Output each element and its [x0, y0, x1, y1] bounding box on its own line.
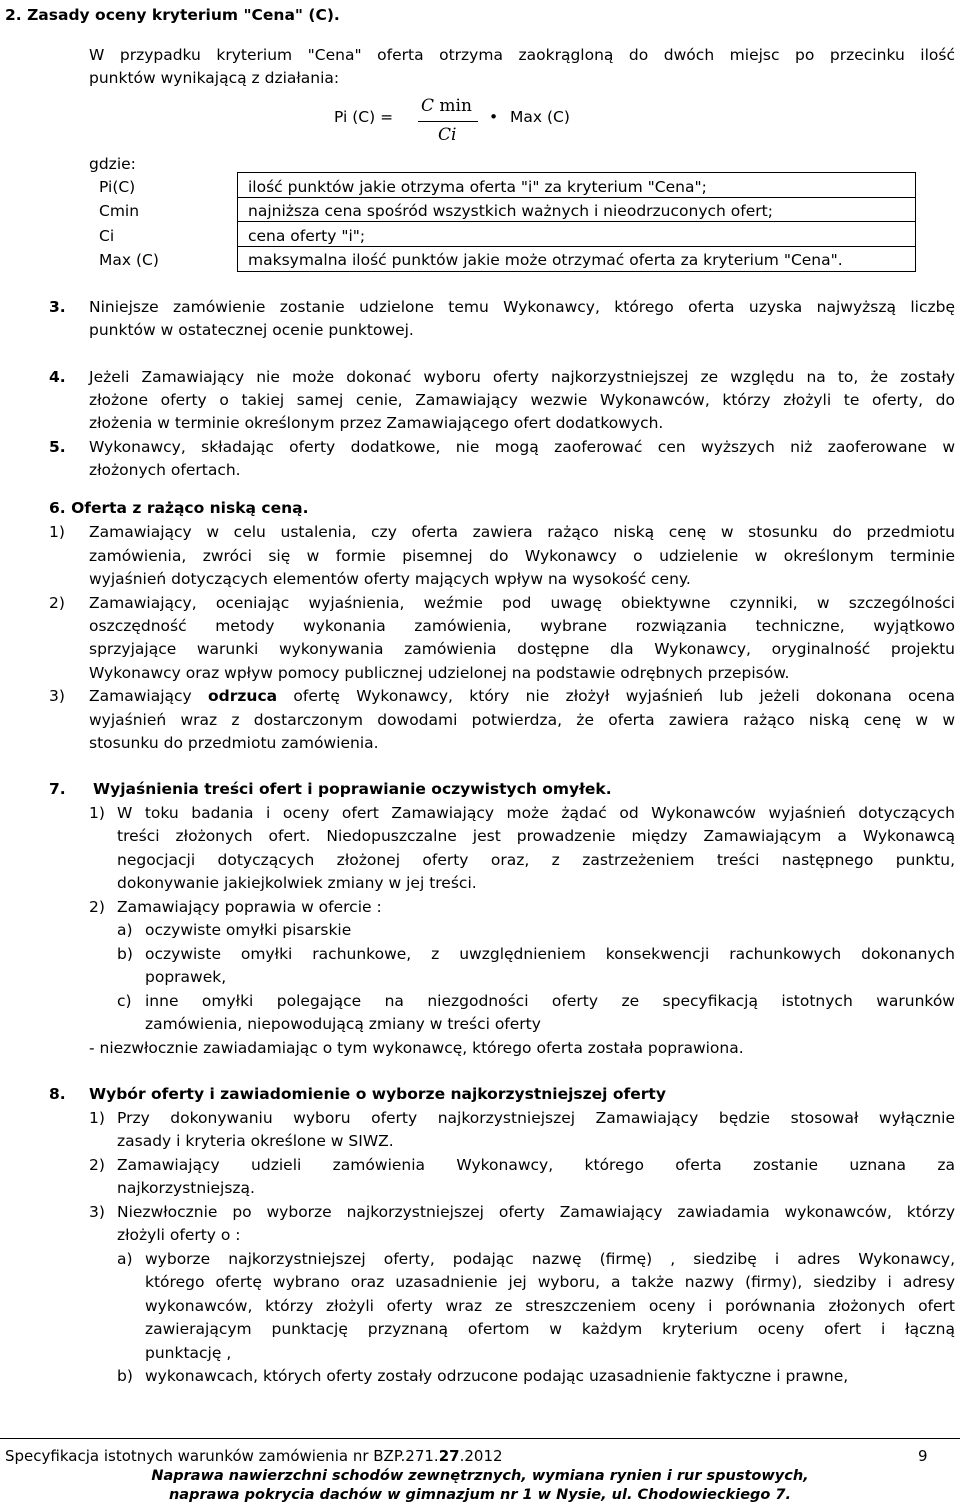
p4-line-2: złożone oferty o takiej samej cenie, Zamawiający wezwie Wykonawców, którzy złożyli te oferty, do: [89, 391, 955, 409]
p5-number: 5.: [49, 438, 66, 456]
p6-item-1-line-1: Zamawiający w celu ustalenia, czy oferta zawiera rażąco niską cenę w stosunku do przedmiotu: [89, 523, 955, 541]
def-term-cmin: Cmin: [99, 202, 140, 220]
p7-sub-c-number: c): [117, 992, 132, 1010]
p6-item-3-bold: odrzuca: [208, 687, 278, 705]
footer-spec: [5, 1449, 503, 1464]
p3-line-2: punktów w ostatecznej ocenie punktowej.: [89, 321, 414, 339]
def-term-max: Max (C): [99, 251, 159, 269]
p7-item-2-line-1: Zamawiający poprawia w ofercie :: [117, 898, 382, 916]
def-desc-ci: cena oferty "i";: [248, 227, 366, 245]
p7-sub-a-line-1: oczywiste omyłki pisarskie: [145, 921, 352, 939]
p8-item-2-number: 2): [89, 1156, 105, 1174]
footer-rule: [0, 1438, 960, 1439]
p8-item-3-line-1: Niezwłocznie po wyborze najkorzystniejszej oferty Zamawiający zawiadamia wykonawców, którzy: [117, 1203, 955, 1221]
p7-item-1-line-3: negocjacji dotyczących złożonej oferty oraz, z zastrzeżeniem treści następnego punktu,: [117, 851, 955, 869]
p6-item-3-text-b: ofertę Wykonawcy, który nie złożył wyjaśnień lub jeżeli dokonana ocena: [277, 687, 955, 705]
where-label: gdzie:: [89, 155, 136, 173]
p7-item-1-line-4: dokonywanie jakiejkolwiek zmiany w jej treści.: [117, 874, 477, 892]
p6-item-3-number: 3): [49, 687, 65, 705]
footer-project-line-2: naprawa pokrycia dachów w gimnazjum nr 1 w Nysie, ul. Chodowieckiego 7.: [168, 1487, 792, 1503]
p7-number: 7.: [49, 780, 66, 798]
footer-spec-number: 27: [438, 1447, 460, 1465]
p7-heading: Wyjaśnienia treści ofert i poprawianie oczywistych omyłek.: [93, 780, 612, 798]
p4-line-3: złożenia w terminie określonym przez Zamawiającego ofert dodatkowych.: [89, 414, 664, 432]
p8-sub-a-line-5: punktację ,: [145, 1344, 232, 1362]
p7-sub-b-number: b): [117, 945, 133, 963]
p7-sub-c-line-1: inne omyłki polegające na niezgodności oferty ze specyfikacją istotnych warunków: [145, 992, 955, 1010]
footer-spec-text: Specyfikacja istotnych warunków zamówienia nr BZP.271.: [5, 1447, 439, 1465]
formula-numerator-symbol: C: [421, 96, 435, 116]
p3-line-1: Niniejsze zamówienie zostanie udzielone temu Wykonawcy, którego oferta uzyska najwyższą liczbę: [89, 298, 955, 316]
p6-item-3-line-2: wyjaśnień wraz z dostarczonym dowodami potwierdza, że oferta zawiera rażąco niską cenę w w: [89, 711, 955, 729]
p7-sub-a-number: a): [117, 921, 133, 939]
p8-sub-a-line-2: którego ofertę wybrano oraz uzasadnienie jej wyboru, a także nazwy (firmy), siedziby i adresy: [145, 1273, 955, 1291]
p8-item-1-line-1: Przy dokonywaniu wyboru oferty najkorzystniejszej Zamawiający będzie stosował wyłącznie: [117, 1109, 955, 1127]
p6-item-2-number: 2): [49, 594, 65, 612]
table-divider: [238, 221, 915, 222]
formula-lhs: Pi (C) =: [334, 108, 394, 126]
p8-sub-a-number: a): [117, 1250, 133, 1268]
section-2-intro-line-2: punktów wynikającą z działania:: [89, 69, 340, 87]
p6-item-3-line-1: [89, 689, 955, 705]
def-desc-pic: ilość punktów jakie otrzyma oferta "i" za kryterium "Cena";: [248, 178, 707, 196]
section-2-intro-line-1: W przypadku kryterium "Cena" oferta otrzyma zaokrągloną do dwóch miejsc po przecinku ilość: [89, 46, 955, 64]
p7-item-2-number: 2): [89, 898, 105, 916]
p7-item-1-number: 1): [89, 804, 105, 822]
p7-closing: - niezwłocznie zawiadamiając o tym wykonawcę, którego oferta została poprawiona.: [89, 1039, 744, 1057]
p8-number: 8.: [49, 1085, 66, 1103]
p7-sub-b-line-1: oczywiste omyłki rachunkowe, z uwzględnieniem konsekwencji rachunkowych dokonanych: [145, 945, 955, 963]
def-desc-max: maksymalna ilość punktów jakie może otrzymać oferta za kryterium "Cena".: [248, 251, 843, 269]
def-term-pic: Pi(C): [99, 178, 136, 196]
p8-sub-b-line-1: wykonawcach, których oferty zostały odrzucone podając uzasadnienie faktyczne i prawne,: [145, 1367, 849, 1385]
p6-item-1-number: 1): [49, 523, 65, 541]
page-number: 9: [918, 1447, 928, 1465]
p6-item-3-line-3: stosunku do przedmiotu zamówienia.: [89, 734, 379, 752]
p7-sub-b-line-2: poprawek,: [145, 968, 227, 986]
formula-numerator-text: min: [434, 96, 472, 116]
p8-sub-a-line-4: zawierającym punktację przyznaną ofertom w każdym kryterium oceny ofert i łączną: [145, 1320, 955, 1338]
formula-rhs: Max (C): [510, 108, 570, 126]
p5-line-1: Wykonawcy, składając oferty dodatkowe, nie mogą zaoferować cen wyższych niż zaoferowane w: [89, 438, 955, 456]
p6-item-2-line-4: Wykonawcy oraz wpływ pomocy publicznej udzielonej na podstawie odrębnych przepisów.: [89, 664, 790, 682]
p6-item-2-line-1: Zamawiający, oceniając wyjaśnienia, weźmie pod uwagę obiektywne czynniki, w szczególności: [89, 594, 955, 612]
table-divider: [238, 246, 915, 247]
p3-number: 3.: [49, 298, 66, 316]
p7-sub-c-line-2: zamówienia, niepowodującą zmiany w treści oferty: [145, 1015, 541, 1033]
formula-denominator: Ci: [438, 125, 457, 145]
footer-spec-year: .2012: [459, 1447, 503, 1465]
p6-item-1-line-3: wyjaśnień dotyczących elementów oferty mających wpływ na wysokość ceny.: [89, 570, 691, 588]
formula-fraction-line: [418, 121, 478, 122]
formula-numerator: [421, 98, 472, 115]
p5-line-2: złożonych ofertach.: [89, 461, 241, 479]
p7-item-1-line-2: treści złożonych ofert. Niedopuszczalne jest prowadzenie między Zamawiającym a Wykonawcą: [117, 827, 955, 845]
def-term-ci: Ci: [99, 227, 115, 245]
p8-item-2-line-2: najkorzystniejszą.: [117, 1179, 255, 1197]
p4-line-1: Jeżeli Zamawiający nie może dokonać wyboru oferty najkorzystniejszej ze względu na to, że zostały: [89, 368, 955, 386]
section-2-heading: 2. Zasady oceny kryterium "Cena" (C).: [5, 6, 340, 24]
p6-item-1-line-2: zamówienia, zwróci się w formie pisemnej do Wykonawcy o udzielenie w określonym terminie: [89, 547, 955, 565]
p8-sub-b-number: b): [117, 1367, 133, 1385]
table-divider: [238, 197, 915, 198]
formula-bullet: •: [489, 108, 499, 126]
p6-item-2-line-3: sprzyjające warunki wykonywania zamówienia dostępne dla Wykonawcy, oryginalność projektu: [89, 640, 955, 658]
p6-item-3-text-a: Zamawiający: [89, 687, 209, 705]
p6-heading: 6. Oferta z rażąco niską ceną.: [49, 499, 309, 517]
def-desc-cmin: najniższa cena spośród wszystkich ważnych i nieodrzuconych ofert;: [248, 202, 773, 220]
p7-item-1-line-1: W toku badania i oceny ofert Zamawiający może żądać od Wykonawców wyjaśnień dotyczących: [117, 804, 955, 822]
p8-item-1-line-2: zasady i kryteria określone w SIWZ.: [117, 1132, 394, 1150]
p4-number: 4.: [49, 368, 66, 386]
p8-heading: Wybór oferty i zawiadomienie o wyborze najkorzystniejszej oferty: [89, 1085, 666, 1103]
p6-item-2-line-2: oszczędność metody wykonania zamówienia, wybrane rozwiązania techniczne, wyjątkowo: [89, 617, 955, 635]
p8-sub-a-line-3: wykonawców, którzy złożyli oferty wraz ze streszczeniem oceny i porównania złożonych ofert: [145, 1297, 955, 1315]
p8-item-3-line-2: złożyli oferty o :: [117, 1226, 241, 1244]
p8-item-1-number: 1): [89, 1109, 105, 1127]
p8-item-2-line-1: Zamawiający udzieli zamówienia Wykonawcy, którego oferta zostanie uznana za: [117, 1156, 955, 1174]
p8-sub-a-line-1: wyborze najkorzystniejszej oferty, podając nazwę (firmę) , siedzibę i adres Wykonawcy,: [145, 1250, 955, 1268]
footer-project-line-1: Naprawa nawierzchni schodów zewnętrznych, wymiana rynien i rur spustowych,: [151, 1468, 809, 1484]
p8-item-3-number: 3): [89, 1203, 105, 1221]
